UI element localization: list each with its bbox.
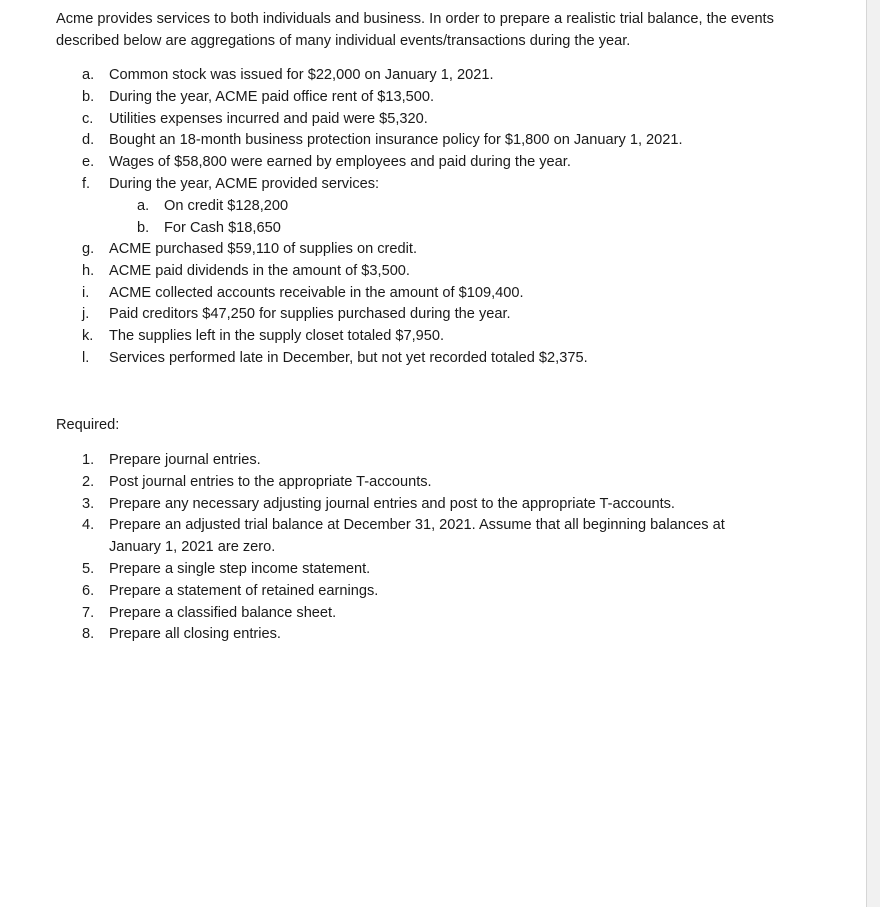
event-marker: j. (82, 306, 90, 323)
requirement-text: Prepare an adjusted trial balance at December 31, 2021. Assume that all beginning balances at January 1, 2021 are zero. (109, 517, 725, 556)
event-text: ACME paid dividends in the amount of $3,500. (109, 262, 410, 279)
event-text: ACME purchased $59,110 of supplies on credit. (109, 241, 418, 257)
event-text: Wages of $58,800 were earned by employees and paid during the year. (109, 154, 571, 171)
event-text: Bought an 18-month business protection insurance policy for $1,800 on January 1, 2021. (109, 132, 683, 149)
requirement-marker: 8. (82, 626, 95, 643)
event-item (82, 261, 822, 283)
sub-event-marker: a. (137, 198, 150, 214)
event-text: Paid creditors $47,250 for supplies purchased during the year. (109, 306, 511, 323)
event-marker: g. (82, 241, 95, 257)
event-text: During the year, ACME provided services: (109, 175, 380, 192)
event-marker: b. (82, 88, 95, 105)
requirement-marker: 2. (82, 473, 95, 490)
sub-event-item (137, 196, 437, 218)
requirement-marker: 5. (82, 560, 95, 577)
event-marker: l. (82, 349, 90, 366)
vertical-scrollbar[interactable] (866, 0, 880, 907)
requirements-list (82, 450, 782, 646)
requirement-item (82, 450, 782, 472)
requirement-text: Post journal entries to the appropriate T-accounts. (109, 473, 432, 490)
event-item (82, 130, 822, 152)
requirement-text: Prepare journal entries. (109, 452, 261, 468)
intro-paragraph: Acme provides services to both individuals and business. In order to prepare a realistic trial balance, the events described below are aggregations of many individual events/transactions during the year. (56, 11, 774, 49)
event-text: Services performed late in December, but not yet recorded totaled $2,375. (109, 349, 588, 366)
requirement-item (82, 515, 782, 559)
events-list (82, 65, 822, 196)
requirement-marker: 1. (82, 452, 95, 468)
event-item (82, 326, 822, 348)
sub-events-list (137, 196, 437, 240)
sub-event-item (137, 218, 437, 240)
requirement-marker: 7. (82, 604, 95, 621)
event-marker: a. (82, 67, 95, 83)
event-item (82, 283, 822, 305)
event-marker: e. (82, 154, 95, 171)
requirement-text: Prepare a classified balance sheet. (109, 604, 337, 621)
event-item (82, 65, 822, 87)
event-text: ACME collected accounts receivable in the amount of $109,400. (109, 284, 524, 301)
requirement-item (82, 603, 782, 625)
event-text: The supplies left in the supply closet totaled $7,950. (109, 328, 445, 345)
events-list-continued (82, 239, 822, 370)
requirement-marker: 3. (82, 495, 95, 512)
requirement-item (82, 494, 782, 516)
event-item (82, 87, 822, 109)
requirement-item (82, 559, 782, 581)
event-item (82, 152, 822, 174)
requirement-marker: 4. (82, 517, 95, 534)
requirement-item (82, 624, 782, 646)
event-item (82, 174, 822, 196)
requirement-text: Prepare any necessary adjusting journal entries and post to the appropriate T-accounts. (109, 495, 675, 512)
event-item (82, 304, 822, 326)
event-item (82, 109, 822, 131)
event-item (82, 348, 822, 370)
sub-event-text: On credit $128,200 (164, 198, 289, 214)
event-item (82, 239, 822, 261)
event-marker: k. (82, 328, 94, 345)
event-text: Common stock was issued for $22,000 on January 1, 2021. (109, 67, 494, 83)
requirement-item (82, 581, 782, 603)
requirement-text: Prepare all closing entries. (109, 626, 281, 643)
required-heading: Required: (56, 417, 120, 433)
sub-event-marker: b. (137, 219, 150, 236)
requirement-item (82, 472, 782, 494)
event-marker: f. (82, 175, 91, 192)
requirement-text: Prepare a statement of retained earnings. (109, 582, 379, 599)
event-marker: i. (82, 284, 90, 301)
event-text: During the year, ACME paid office rent of $13,500. (109, 88, 435, 105)
requirement-text: Prepare a single step income statement. (109, 560, 371, 577)
event-marker: c. (82, 110, 94, 127)
event-marker: h. (82, 262, 95, 279)
event-text: Utilities expenses incurred and paid were $5,320. (109, 110, 428, 127)
requirement-marker: 6. (82, 582, 95, 599)
event-marker: d. (82, 132, 95, 149)
sub-event-text: For Cash $18,650 (164, 219, 281, 236)
